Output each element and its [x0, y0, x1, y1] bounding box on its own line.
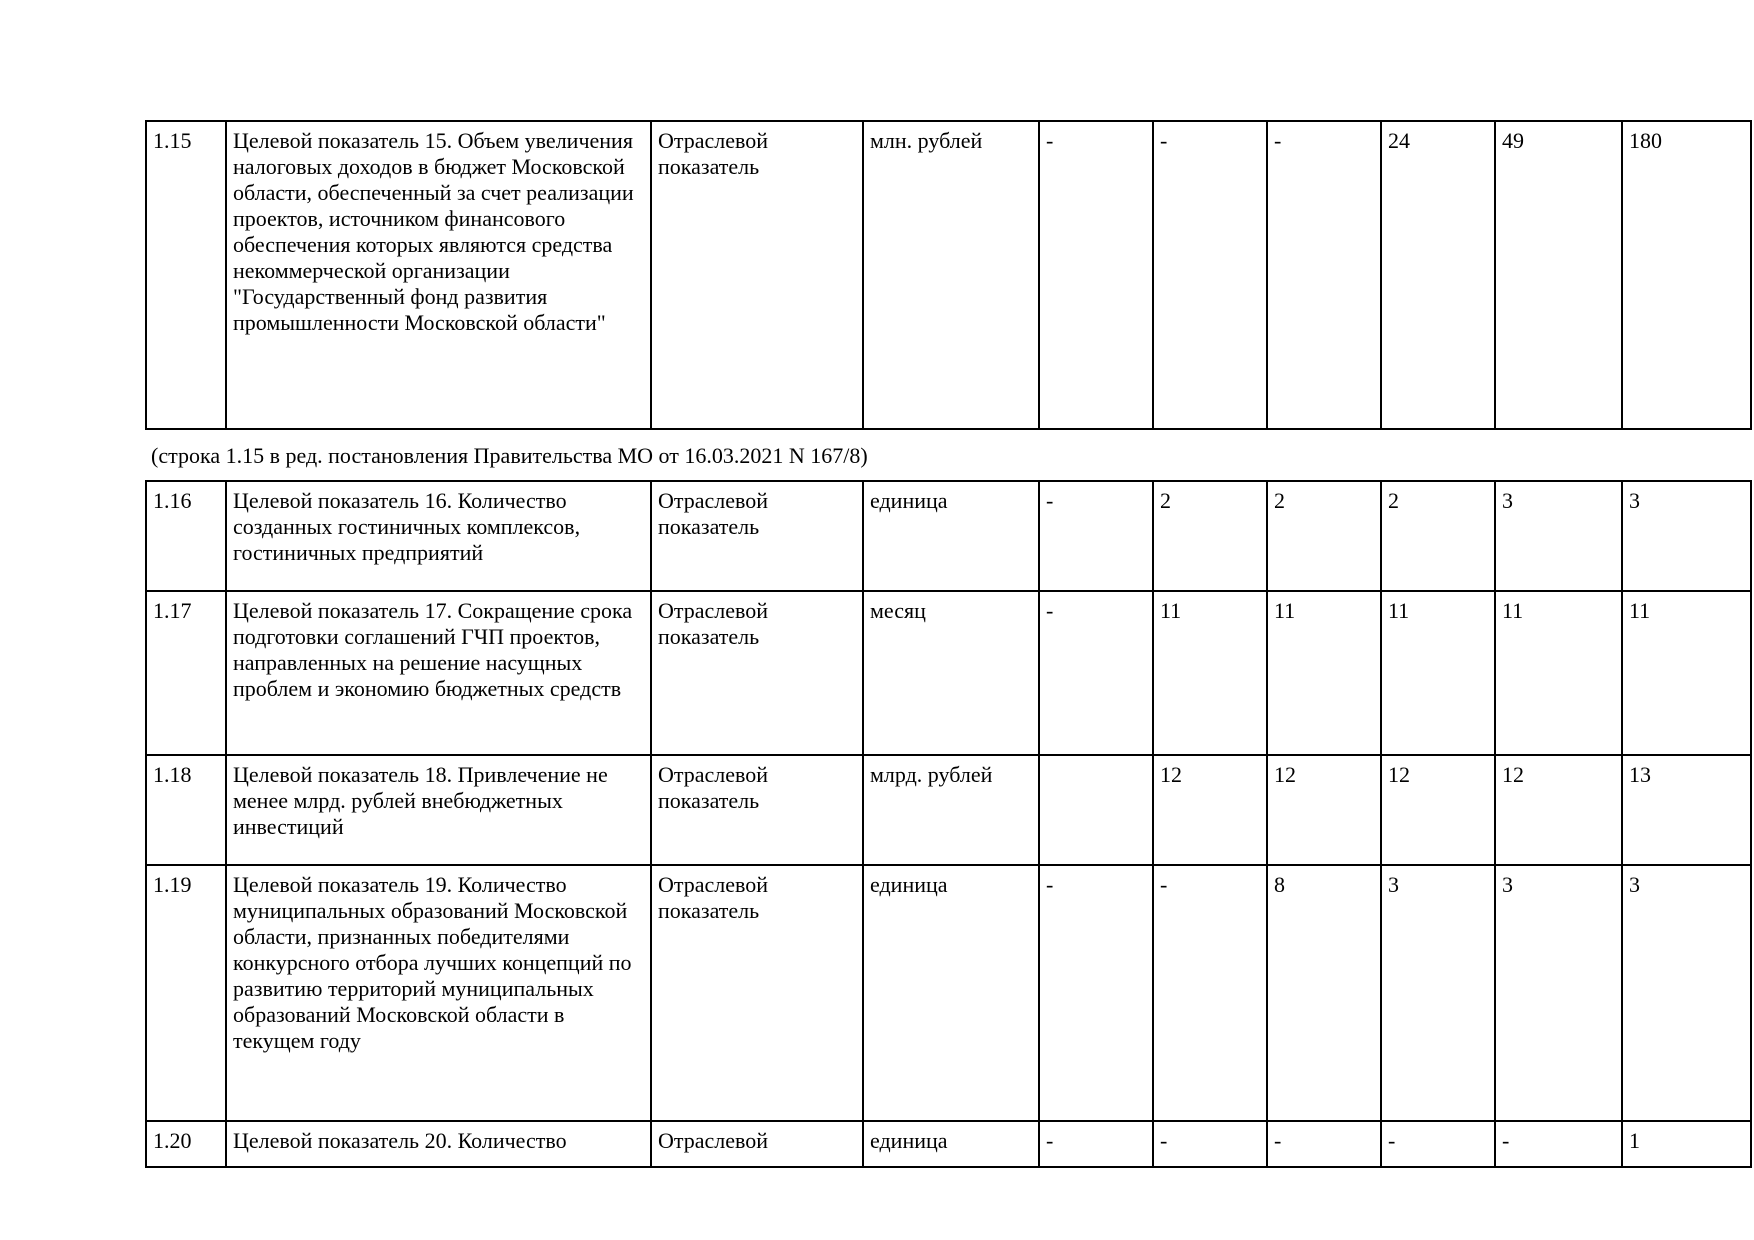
indicator-name-cell: Целевой показатель 18. Привлечение не менее млрд. рублей внебюджетных инвестиций [226, 755, 651, 865]
value-cell: 24 [1381, 121, 1495, 429]
value-cell: - [1039, 1121, 1153, 1167]
indicator-name-cell: Целевой показатель 15. Объем увеличения налоговых доходов в бюджет Московской области, обеспеченный за счет реализации проектов, источником финансового обеспечения которых являются средства некоммерческой организации "Государственный фонд развития промышленности Московской области" [226, 121, 651, 429]
value-cell: - [1381, 1121, 1495, 1167]
value-cell: 180 [1622, 121, 1751, 429]
row-number-cell: 1.19 [146, 865, 226, 1121]
value-cell: - [1039, 481, 1153, 591]
value-cell: 11 [1495, 591, 1622, 755]
indicator-type-cell: Отраслевой показатель [651, 591, 863, 755]
value-cell: 12 [1495, 755, 1622, 865]
row-number-cell: 1.17 [146, 591, 226, 755]
value-cell: - [1153, 121, 1267, 429]
amendment-note: (строка 1.15 в ред. постановления Правительства МО от 16.03.2021 N 167/8) [151, 443, 868, 468]
indicators-table-fragment-2 [145, 480, 1752, 1168]
table-row [146, 865, 1751, 1121]
value-cell: 11 [1381, 591, 1495, 755]
indicator-type-cell: Отраслевой [651, 1121, 863, 1167]
value-cell: 8 [1267, 865, 1381, 1121]
value-cell: - [1039, 121, 1153, 429]
table-row [146, 755, 1751, 865]
unit-cell: млрд. рублей [863, 755, 1039, 865]
value-cell: 12 [1153, 755, 1267, 865]
indicator-type-cell: Отраслевой показатель [651, 121, 863, 429]
table-row [146, 591, 1751, 755]
indicator-name-cell: Целевой показатель 16. Количество созданных гостиничных комплексов, гостиничных предприятий [226, 481, 651, 591]
unit-cell: единица [863, 481, 1039, 591]
value-cell: 2 [1153, 481, 1267, 591]
value-cell: 13 [1622, 755, 1751, 865]
value-cell: - [1495, 1121, 1622, 1167]
value-cell: - [1153, 1121, 1267, 1167]
value-cell: 2 [1267, 481, 1381, 591]
table-row [146, 121, 1751, 429]
value-cell: 3 [1495, 865, 1622, 1121]
row-number-cell: 1.20 [146, 1121, 226, 1167]
row-number-cell: 1.15 [146, 121, 226, 429]
value-cell [1039, 755, 1153, 865]
table-row [146, 481, 1751, 591]
value-cell: 2 [1381, 481, 1495, 591]
value-cell: - [1039, 591, 1153, 755]
value-cell: 3 [1622, 481, 1751, 591]
value-cell: 11 [1153, 591, 1267, 755]
indicator-name-cell: Целевой показатель 17. Сокращение срока подготовки соглашений ГЧП проектов, направленных на решение насущных проблем и экономию бюджетных средств [226, 591, 651, 755]
unit-cell: млн. рублей [863, 121, 1039, 429]
indicator-type-cell: Отраслевой показатель [651, 865, 863, 1121]
row-number-cell: 1.16 [146, 481, 226, 591]
document-table-area [145, 120, 1750, 1168]
indicator-type-cell: Отраслевой показатель [651, 755, 863, 865]
unit-cell: месяц [863, 591, 1039, 755]
value-cell: - [1267, 1121, 1381, 1167]
value-cell: - [1153, 865, 1267, 1121]
indicators-table-fragment-1 [145, 120, 1752, 430]
unit-cell: единица [863, 865, 1039, 1121]
value-cell: 12 [1267, 755, 1381, 865]
indicator-type-cell: Отраслевой показатель [651, 481, 863, 591]
value-cell: 3 [1495, 481, 1622, 591]
value-cell: 49 [1495, 121, 1622, 429]
table-row [146, 1121, 1751, 1167]
indicator-name-cell: Целевой показатель 20. Количество [226, 1121, 651, 1167]
value-cell: 11 [1267, 591, 1381, 755]
value-cell: - [1267, 121, 1381, 429]
row-number-cell: 1.18 [146, 755, 226, 865]
value-cell: 1 [1622, 1121, 1751, 1167]
value-cell: - [1039, 865, 1153, 1121]
indicator-name-cell: Целевой показатель 19. Количество муниципальных образований Московской области, признанных победителями конкурсного отбора лучших концепций по развитию территорий муниципальных образований Московской области в текущем году [226, 865, 651, 1121]
value-cell: 12 [1381, 755, 1495, 865]
value-cell: 3 [1622, 865, 1751, 1121]
value-cell: 11 [1622, 591, 1751, 755]
unit-cell: единица [863, 1121, 1039, 1167]
value-cell: 3 [1381, 865, 1495, 1121]
